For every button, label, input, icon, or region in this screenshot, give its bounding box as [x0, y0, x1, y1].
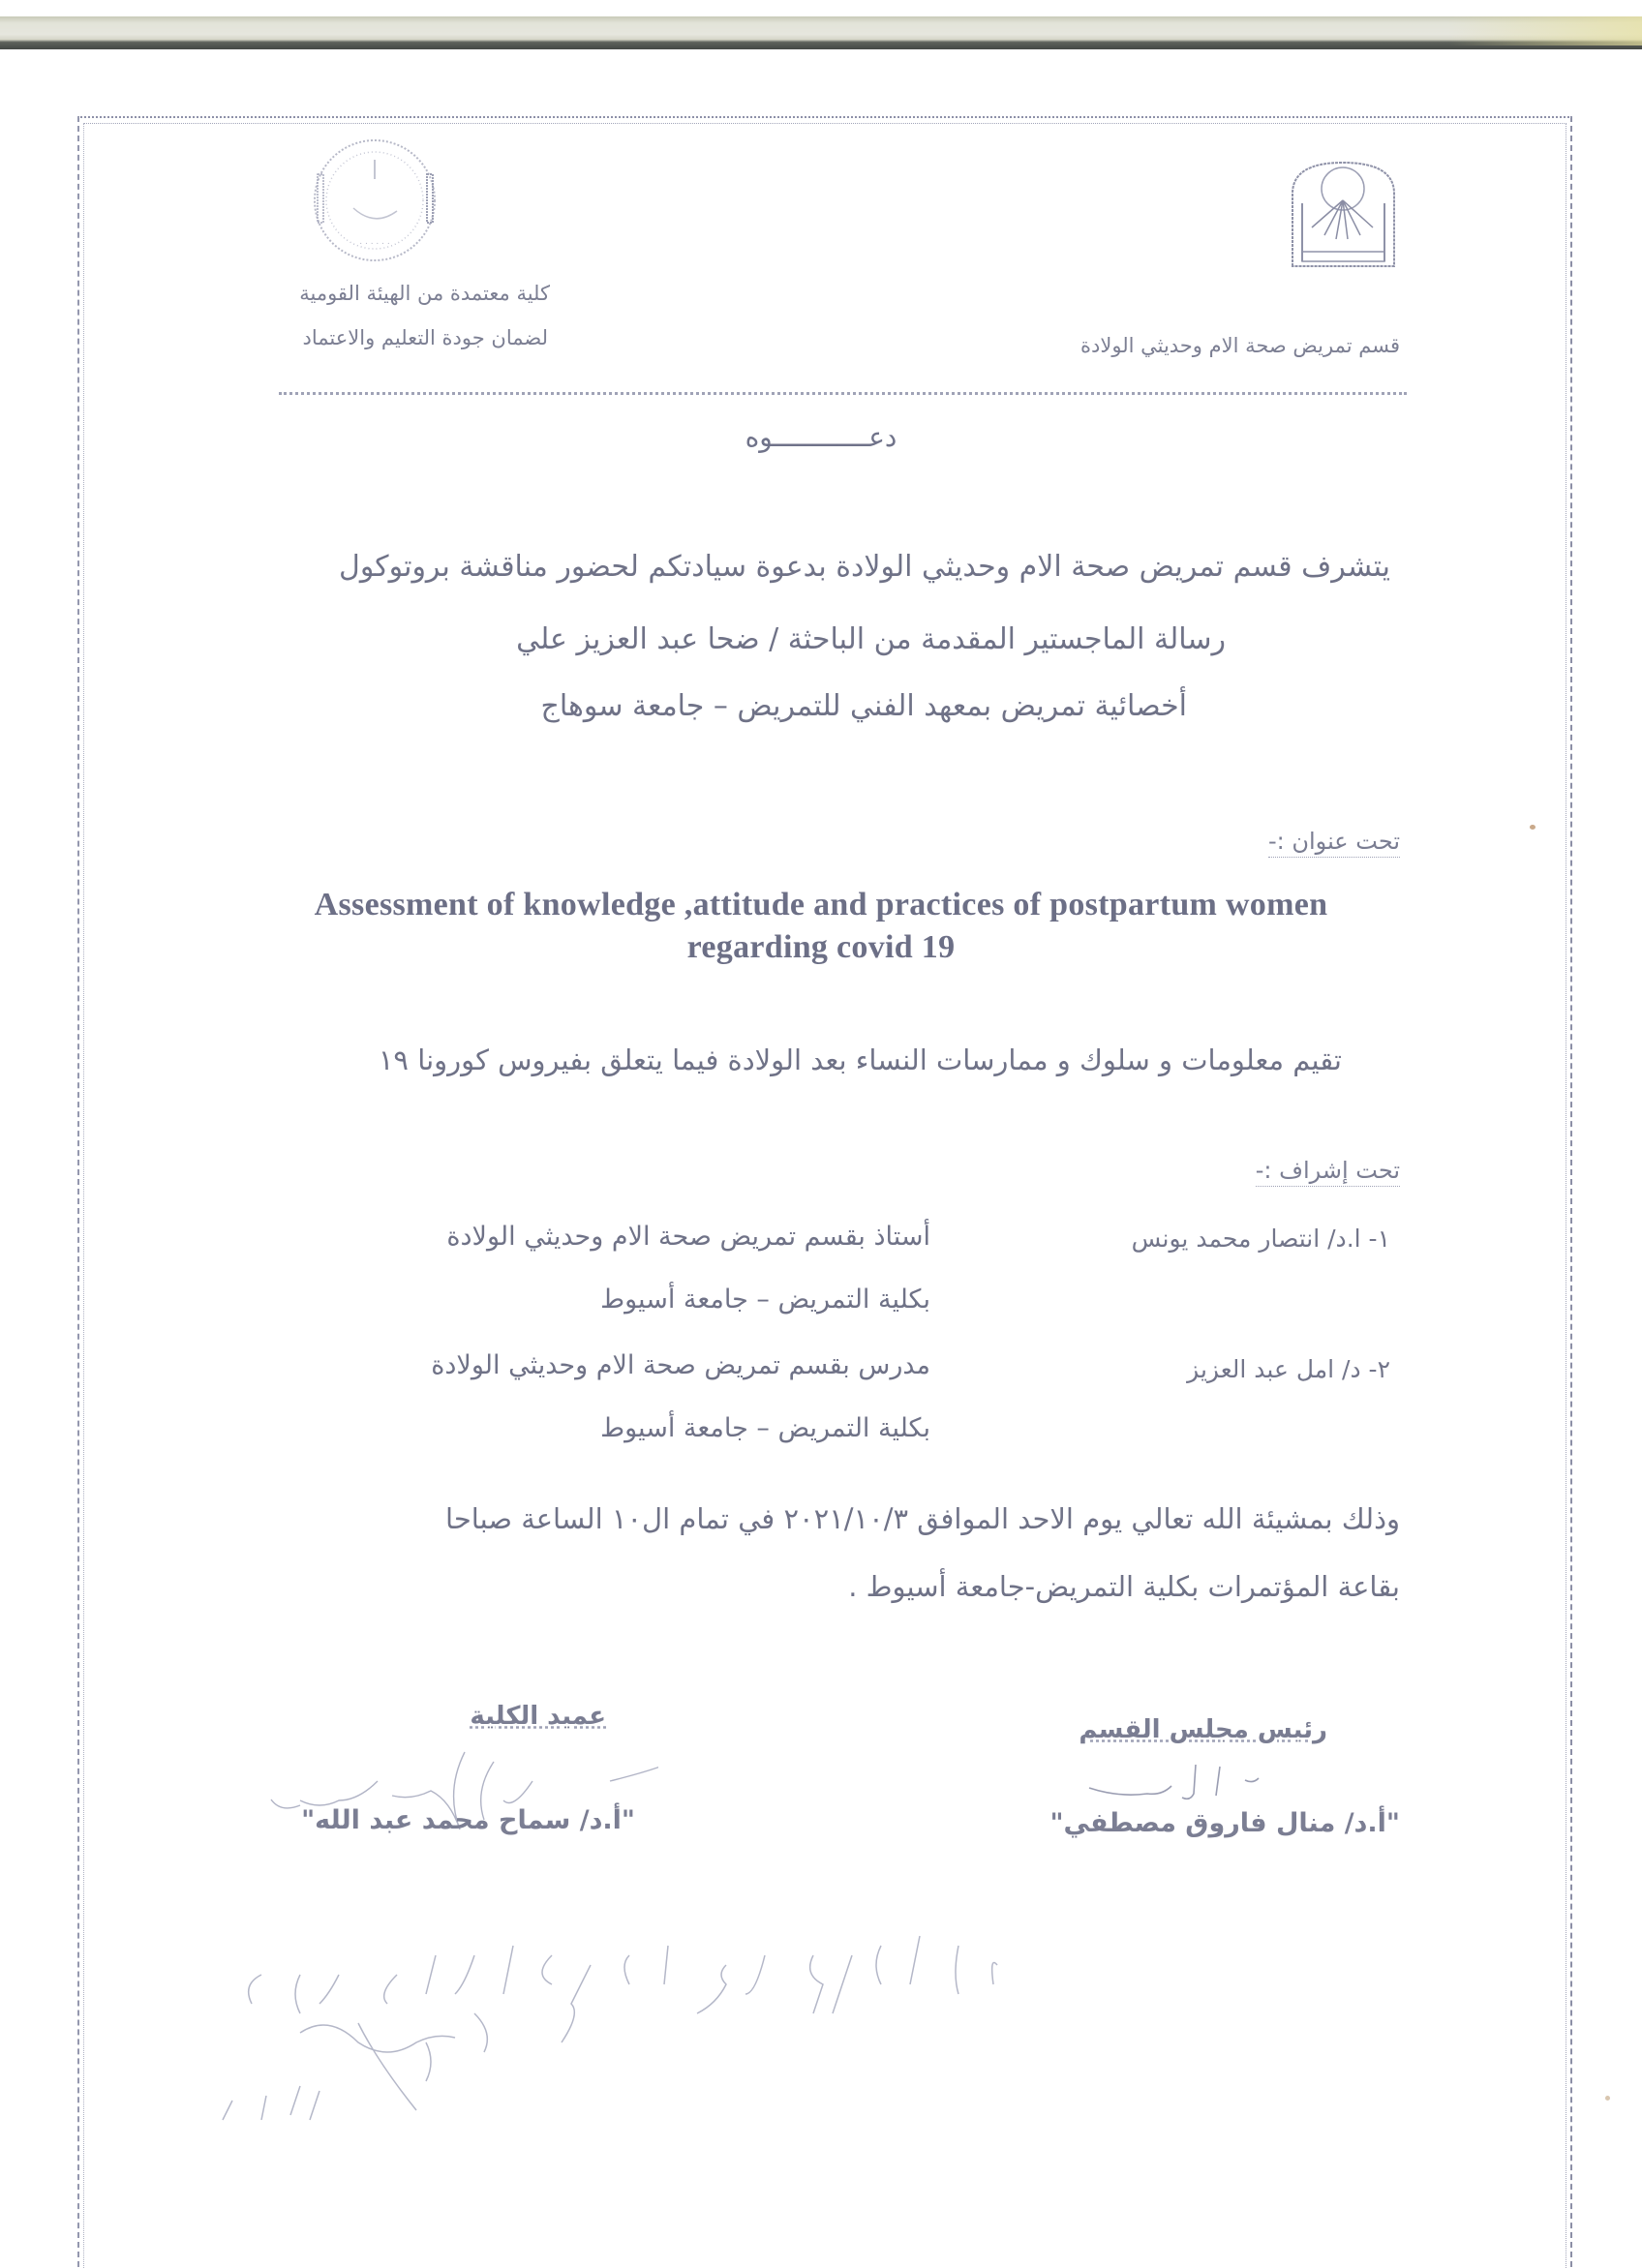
- supervisor-2-role: مدرس بقسم تمريض صحة الام وحديثي الولادة: [431, 1350, 930, 1380]
- english-thesis-title: [0, 884, 1642, 969]
- event-date-line: وذلك بمشيئة الله تعالي يوم الاحد الموافق ٢٠٢١/١٠/٣ في تمام ال١٠ الساعة صباحا: [445, 1502, 1400, 1535]
- supervisor-1-name: ١- ا.د/ انتصار محمد يونس: [1131, 1225, 1390, 1253]
- header-divider: [279, 392, 1407, 395]
- faculty-accreditation-caption: كلية معتمدة من الهيئة القومية: [299, 282, 550, 305]
- dean-name: "أ.د/ سماح محمد عبد الله": [301, 1805, 635, 1835]
- supervisor-1-affiliation: بكلية التمريض – جامعة أسيوط: [600, 1285, 930, 1315]
- english-title-line-2: regarding covid 19: [686, 929, 956, 965]
- event-venue-line: بقاعة المؤتمرات بكلية التمريض-جامعة أسيوط .: [848, 1570, 1400, 1603]
- supervisor-2-affiliation: بكلية التمريض – جامعة أسيوط: [600, 1413, 930, 1443]
- faculty-seal-icon: [310, 136, 441, 266]
- intro-line-1: يتشرف قسم تمريض صحة الام وحديثي الولادة بدعوة سيادتكم لحضور مناقشة بروتوكول: [339, 550, 1390, 584]
- department-head-title: رئيس مجلس القسم: [1079, 1715, 1327, 1744]
- intro-line-3: أخصائية تمريض بمعهد الفني للتمريض – جامعة سوهاج: [540, 689, 1187, 723]
- supervision-label: تحت إشراف :-: [1256, 1157, 1400, 1187]
- supervisor-1-role: أستاذ بقسم تمريض صحة الام وحديثي الولادة: [446, 1222, 930, 1252]
- document-title: دعــــــــــــوه: [745, 421, 897, 453]
- scanner-edge: [0, 16, 1642, 49]
- english-title-line-1: Assessment of knowledge ,attitude and practices of postpartum women: [314, 887, 1328, 922]
- department-logo-icon: [1288, 160, 1399, 271]
- intro-line-2: رسالة الماجستير المقدمة من الباحثة / ضحا عبد العزيز علي: [516, 622, 1226, 656]
- scan-speck: [1605, 2096, 1610, 2101]
- dean-title: عميد الكلية: [470, 1702, 606, 1731]
- department-caption: قسم تمريض صحة الام وحديثي الولادة: [1080, 334, 1400, 357]
- scan-speck: [1530, 825, 1536, 830]
- supervisor-2-name: ٢- د/ امل عبد العزيز: [1187, 1355, 1390, 1383]
- svg-text:. . . . . .: . . . . . .: [359, 237, 390, 247]
- arabic-thesis-title: تقيم معلومات و سلوك و ممارسات النساء بعد الولادة فيما يتعلق بفيروس كورونا ١٩: [378, 1043, 1342, 1076]
- department-head-name: "أ.د/ منال فاروق مصطفي": [1049, 1808, 1400, 1838]
- under-title-label: تحت عنوان :-: [1268, 828, 1400, 858]
- faculty-accreditation-caption-2: لضمان جودة التعليم والاعتماد: [302, 326, 548, 349]
